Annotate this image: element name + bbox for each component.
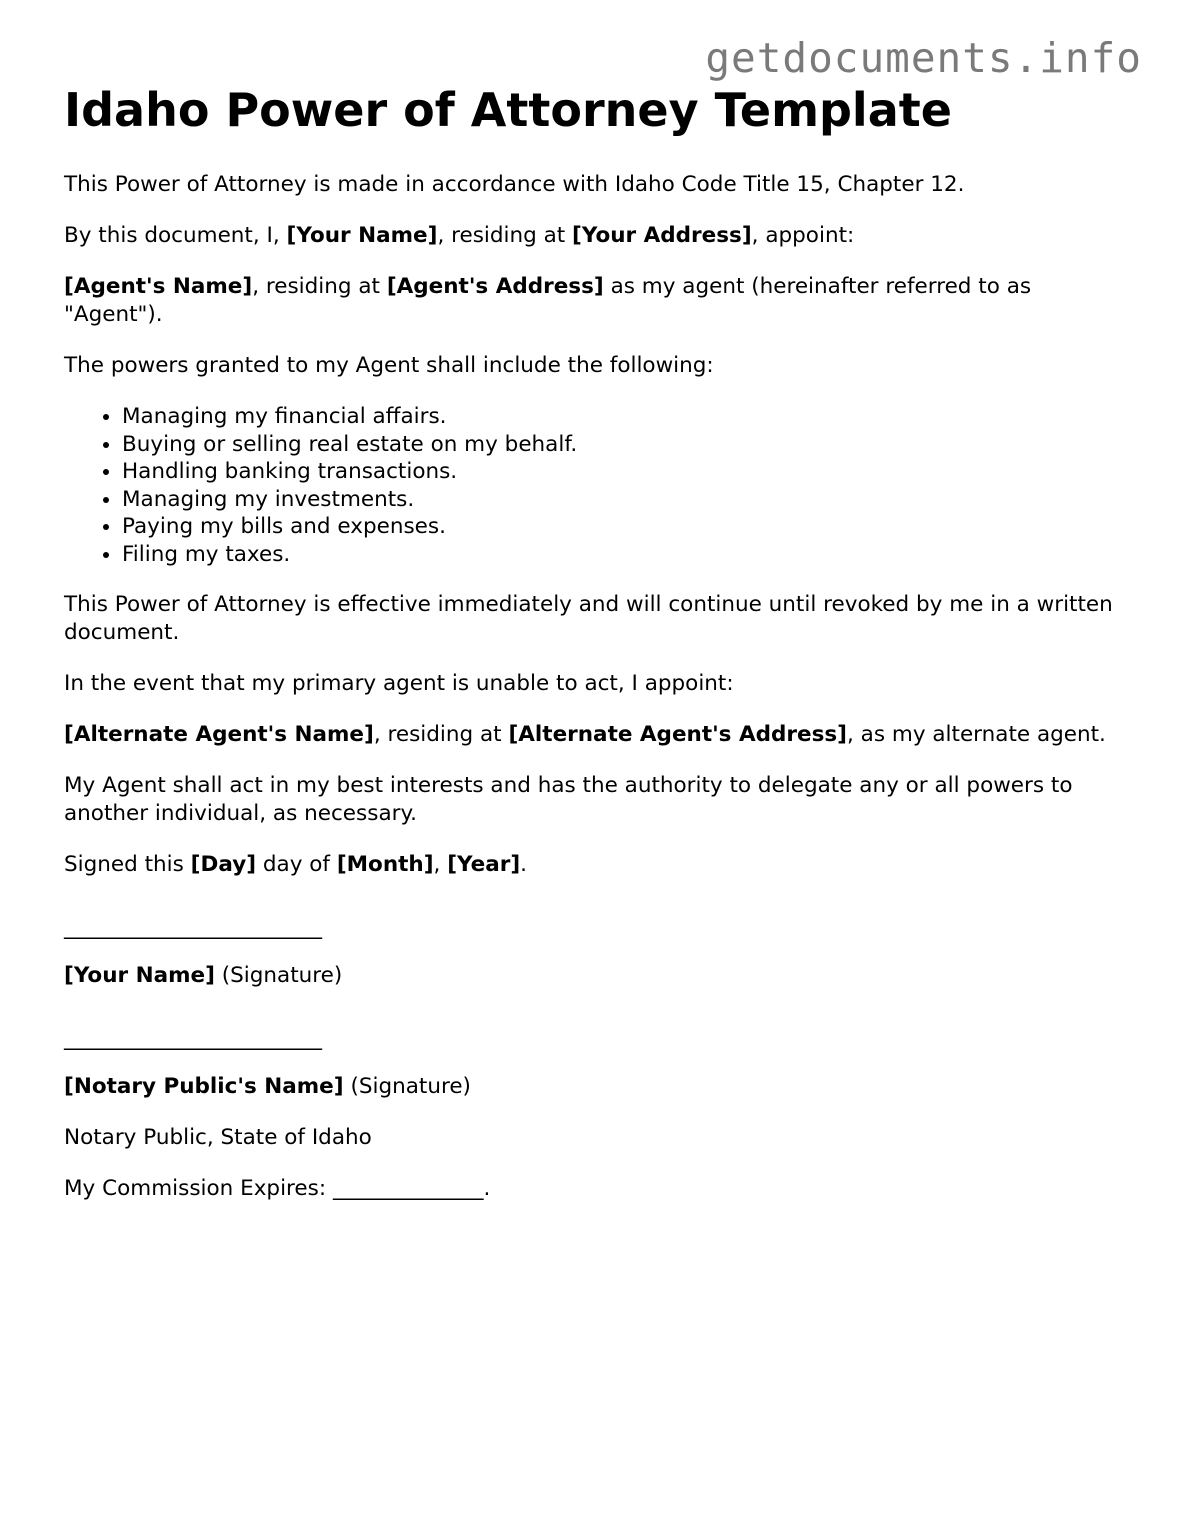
alternate-address-placeholder: [Alternate Agent's Address] (508, 722, 847, 747)
notary-title: Notary Public, State of Idaho (64, 1125, 372, 1150)
principal-address-placeholder: [Your Address] (572, 223, 752, 248)
day-placeholder: [Day] (190, 852, 257, 877)
intro-paragraph: This Power of Attorney is made in accordance with Idaho Code Title 15, Chapter 12. (64, 172, 965, 197)
commission-expires: My Commission Expires: ______________. (64, 1176, 491, 1201)
list-item: • Paying my bills and expenses. (122, 513, 1124, 541)
alternate-name-placeholder: [Alternate Agent's Name] (64, 722, 374, 747)
delegation-paragraph: My Agent shall act in my best interests and has the authority to delegate any or all powers to another individual, as necessary. (64, 773, 1073, 826)
list-item: • Handling banking transactions. (122, 458, 1124, 486)
effective-paragraph: This Power of Attorney is effective immediately and will continue until revoked by me in a written document. (64, 592, 1113, 645)
powers-list (64, 403, 1124, 568)
year-placeholder: [Year] (447, 852, 521, 877)
principal-paragraph: By this document, I, [Your Name], residing at [Your Address], appoint: (64, 223, 855, 248)
alternate-intro: In the event that my primary agent is unable to act, I appoint: (64, 671, 734, 696)
alternate-paragraph: [Alternate Agent's Name], residing at [Alternate Agent's Address], as my alternate agent. (64, 722, 1106, 747)
document-title: Idaho Power of Attorney Template (64, 83, 952, 137)
agent-address-placeholder: [Agent's Address] (386, 274, 604, 299)
principal-signature-name: [Your Name] (64, 963, 215, 988)
signed-date-paragraph: Signed this [Day] day of [Month], [Year]. (64, 852, 528, 877)
powers-intro: The powers granted to my Agent shall include the following: (64, 353, 714, 378)
commission-blank: ______________ (332, 1176, 484, 1201)
document-body (64, 82, 1124, 1226)
agent-name-placeholder: [Agent's Name] (64, 274, 253, 299)
list-item: • Managing my investments. (122, 486, 1124, 514)
list-item: • Buying or selling real estate on my behalf. (122, 431, 1124, 459)
principal-signature-caption: [Your Name] (Signature) (64, 963, 343, 988)
principal-name-placeholder: [Your Name] (286, 223, 438, 248)
notary-signature-caption: [Notary Public's Name] (Signature) (64, 1074, 471, 1099)
notary-signature-name: [Notary Public's Name] (64, 1074, 344, 1099)
list-item: • Managing my financial affairs. (122, 403, 1124, 431)
notary-signature-line: ________________________ (64, 1026, 322, 1051)
list-item: • Filing my taxes. (122, 541, 1124, 569)
agent-paragraph: [Agent's Name], residing at [Agent's Address] as my agent (hereinafter referred to as "Agent"). (64, 274, 1032, 327)
watermark-text: getdocuments.info (705, 34, 1142, 82)
principal-signature-line: ________________________ (64, 915, 322, 940)
month-placeholder: [Month] (336, 852, 434, 877)
